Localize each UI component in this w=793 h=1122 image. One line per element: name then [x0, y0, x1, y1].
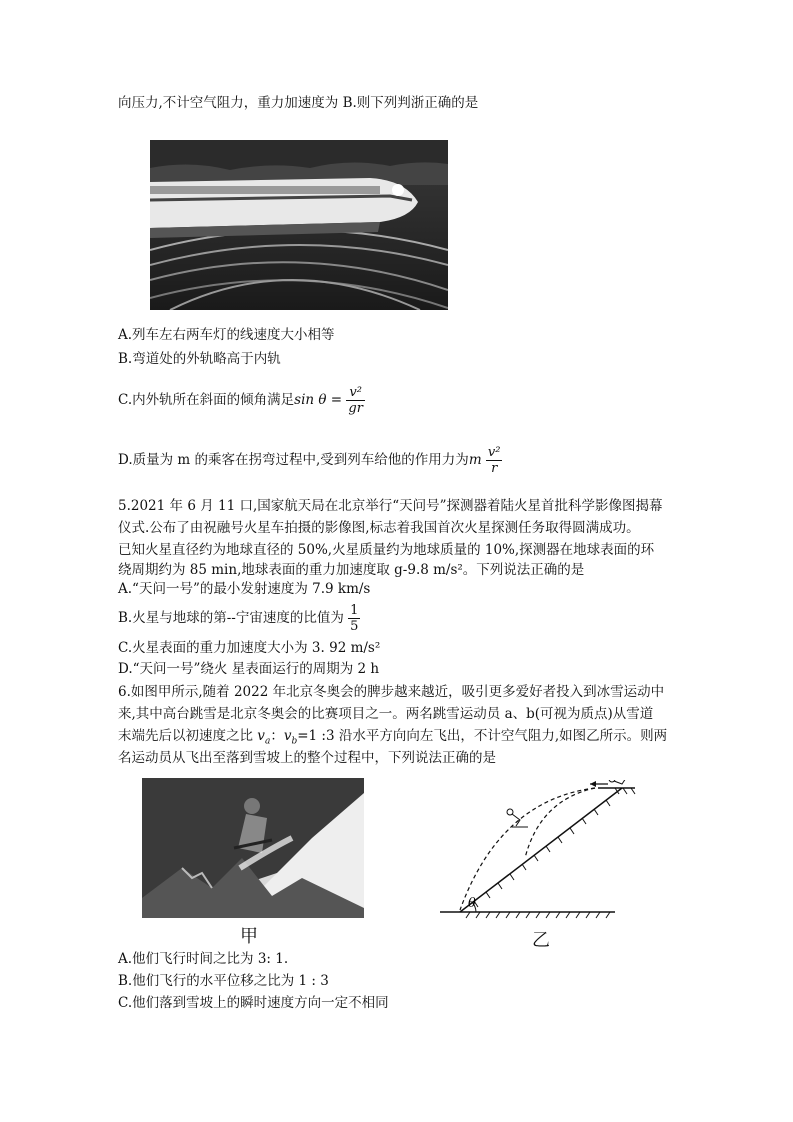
q6-option-c: C.他们落到雪坡上的瞬时速度方向一定不相同 — [118, 995, 389, 1011]
ground-hatch — [466, 912, 610, 918]
slope-diagram — [430, 780, 660, 920]
q4-d-numerator: v² — [487, 445, 501, 460]
q5-b-numerator: 1 — [350, 603, 359, 618]
q6-option-a: A.他们飞行时间之比为 3: 1. — [118, 951, 289, 967]
q4-option-d — [118, 440, 502, 480]
caption-yi: 乙 — [532, 930, 550, 951]
trajectory-short — [525, 788, 595, 858]
q6-vb: v — [283, 728, 292, 744]
q6-line-3-b: =1 :3 沿水平方向向左飞出，不计空气阻力,如图乙所示。则两 — [297, 728, 668, 744]
q6-vb-sub: b — [291, 736, 298, 747]
q6-line-3-a: 末端先后以初速度之比 — [118, 728, 258, 744]
train-image — [150, 140, 448, 310]
q4-option-a: A.列车左右两车灯的线速度大小相等 — [118, 327, 335, 343]
q6-va-sub: a — [264, 736, 271, 747]
intro-line: 向压力,不计空气阻力，重力加速度为 B.则下列判浙正确的是 — [118, 95, 479, 111]
q5-b-denominator: 5 — [350, 619, 359, 634]
q6-line-3 — [118, 727, 667, 751]
ski-jump-image — [142, 778, 364, 918]
slope-hatch — [474, 800, 610, 907]
q4-option-d-fraction — [486, 445, 503, 476]
q4-c-denominator: gr — [348, 401, 363, 416]
q6-line-3-mid: ： — [270, 728, 284, 744]
theta-label: θ — [468, 896, 476, 911]
velocity-arrowhead — [590, 781, 596, 787]
q6-va: v — [257, 728, 265, 744]
ski-jump-photo — [142, 778, 364, 918]
trajectory-long — [460, 788, 595, 910]
train-photo — [150, 140, 448, 310]
q6-option-b: B.他们飞行的水平位移之比为 1 : 3 — [118, 973, 329, 989]
q5-option-b-fraction — [348, 603, 360, 634]
q5-line-4: 绕周期约为 85 min,地球表面的重力加速度取 g-9.8 m/s²。下列说法正确的是 — [118, 562, 585, 578]
caption-jia: 甲 — [240, 926, 258, 947]
q4-option-c-prefix: C.内外轨所在斜面的倾角满足 — [118, 392, 295, 408]
q5-option-d: D.“天问一号”绕火 星表面运行的周期为 2 h — [118, 661, 380, 677]
q5-option-c: C.火星表面的重力加速度大小为 3. 92 m/s² — [118, 640, 381, 656]
skier-top-body — [614, 780, 626, 784]
q6-line-1: 6.如图甲所示,随着 2022 年北京冬奥会的脾步越来越近，吸引更多爱好者投入到冰雪运动中 — [118, 684, 665, 700]
slope-line — [460, 788, 622, 912]
q5-line-1: 5.2021 年 6 月 11 口,国家航天局在北京举行“天问号”探测器着陆火星首批科学影像图揭幕 — [118, 498, 663, 514]
q4-c-numerator: v² — [346, 385, 365, 401]
slope-diagram-svg — [430, 780, 660, 920]
q5-option-a: A.“天问一号”的最小发射速度为 7.9 km/s — [118, 581, 371, 597]
q4-option-b: B.弯道处的外轨略高于内轨 — [118, 351, 281, 367]
q4-option-c-lhs: sin θ = — [294, 392, 343, 408]
q4-option-c — [118, 380, 365, 420]
q5-line-3: 已知火星直径约为地球直径的 50%,火星质量约为地球质量的 10%,探测器在地球表面的环 — [118, 542, 655, 558]
q5-option-b — [118, 598, 360, 638]
q6-line-2: 来,其中高台跳雪是北京冬奥会的比赛项目之一。两名跳雪运动员 a、b(可视为质点)从雪道 — [118, 706, 654, 722]
q4-option-d-mass: m — [468, 452, 482, 468]
q4-d-denominator: r — [491, 461, 498, 476]
q5-line-2: 仪式.公布了由祝融号火星车拍摄的影像图,标志着我国首次火星探测任务取得圆满成功。 — [118, 520, 640, 536]
q5-option-b-prefix: B.火星与地球的第--宁宙速度的比值为 — [118, 610, 344, 626]
skier-mid-body — [512, 814, 528, 827]
q4-option-d-prefix: D.质量为 m 的乘客在拐弯过程中,受到列车给他的作用力为 — [118, 452, 469, 468]
q6-line-4: 名运动员从飞出至落到雪坡上的整个过程中，下列说法正确的是 — [118, 750, 496, 766]
q4-option-c-fraction — [346, 385, 365, 416]
